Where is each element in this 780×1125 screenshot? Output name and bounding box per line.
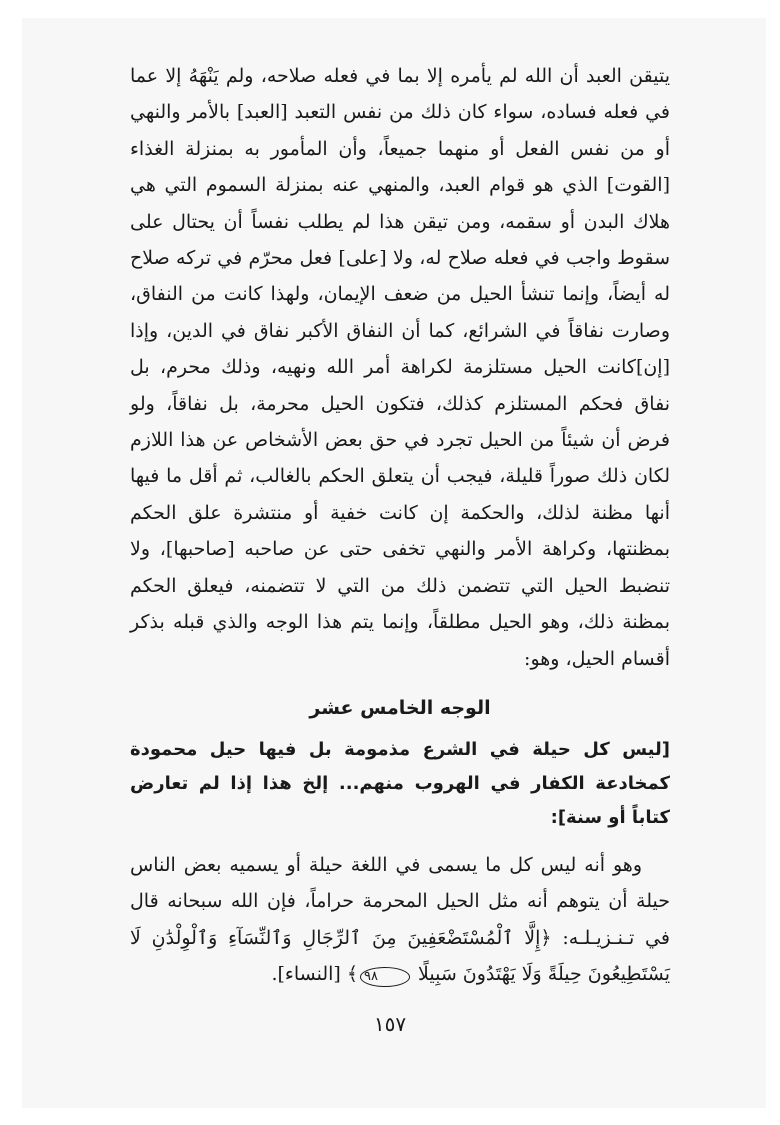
bracketed-subheading: [ليس كل حيلة في الشرع مذمومة بل فيها حيل محمودة كمخادعة الكفار في الهروب منهم... إلخ هذا إذا لم تعارض كتاباً أو سنة]:	[130, 738, 670, 828]
verse-reference: [النساء].	[271, 963, 341, 986]
paragraph-second-text: وهو أنه ليس كل ما يسمى في اللغة حيلة أو يسميه بعض الناس حيلة أن يتوهم أنه مثل الحيل المحرمة حراماً، فإن الله سبحانه قال في تـنـزيـلـه:	[130, 853, 670, 949]
page-content	[130, 58, 670, 993]
page-number: ١٥٧	[373, 1012, 407, 1036]
section-heading: الوجه الخامس عشر	[309, 696, 491, 719]
paragraph-second	[130, 847, 670, 993]
quran-verse: ﴿إِلَّا ٱلْمُسْتَضْعَفِينَ مِنَ ٱلرِّجَالِ وَٱلنِّسَآءِ وَٱلْوِلْدَٰنِ لَا يَسْتَطِيعُونَ حِيلَةً وَلَا يَهْتَدُونَ سَبِيلًا	[130, 926, 670, 986]
verse-close-bracket: ﴾	[346, 963, 359, 986]
paragraph-main: يتيقن العبد أن الله لم يأمره إلا بما في فعله صلاحه، ولم يَنْهَهُ إلا عما في فعله فساده، سواء كان ذلك من نفس التعبد [العبد] بالأمر والنهي أو من نفس الفعل أو منهما جميعاً، وأن المأمور به بمنزلة الغذاء [القوت] الذي هو قوام العبد، والمنهي عنه بمنزلة السموم التي هي هلاك البدن أو سقمه، ومن تيقن هذا لم يطلب نفساً أن يحتال على سقوط واجب في فعله صلاح له، ولا [على] فعل محرّم في تركه صلاح له أيضاً، وإنما تنشأ الحيل من ضعف الإيمان، ولهذا كانت من النفاق، وصارت نفاقاً في الشرائع، كما أن النفاق الأكبر نفاق في الدين، وإذا [إن]كانت الحيل مستلزمة لكراهة أمر الله ونهيه، وذلك محرم، بل نفاق فحكم المستلزم كذلك، فتكون الحيل محرمة، بل نفاقاً، ولو فرض أن شيئاً من الحيل تجرد في حق بعض الأشخاص عن هذا اللازم لكان ذلك صوراً قليلة، فيجب أن يتعلق الحكم بالغالب، ثم أقل ما فيها أنها مظنة لذلك، والحكمة إن كانت خفية أو منتشرة علق الحكم بمظنتها، وكراهة الأمر والنهي تخفى حتى عن صاحبه [صاحبها]، ولا تنضبط الحيل التي تتضمن ذلك من التي لا تتضمنه، فيعلق الحكم بمظنة ذلك، وهو الحيل مطلقاً، وإنما يتم هذا الوجه والذي قبله بذكر أقسام الحيل، وهو:	[130, 65, 670, 670]
ayah-number-mark: ٩٨	[360, 967, 410, 987]
